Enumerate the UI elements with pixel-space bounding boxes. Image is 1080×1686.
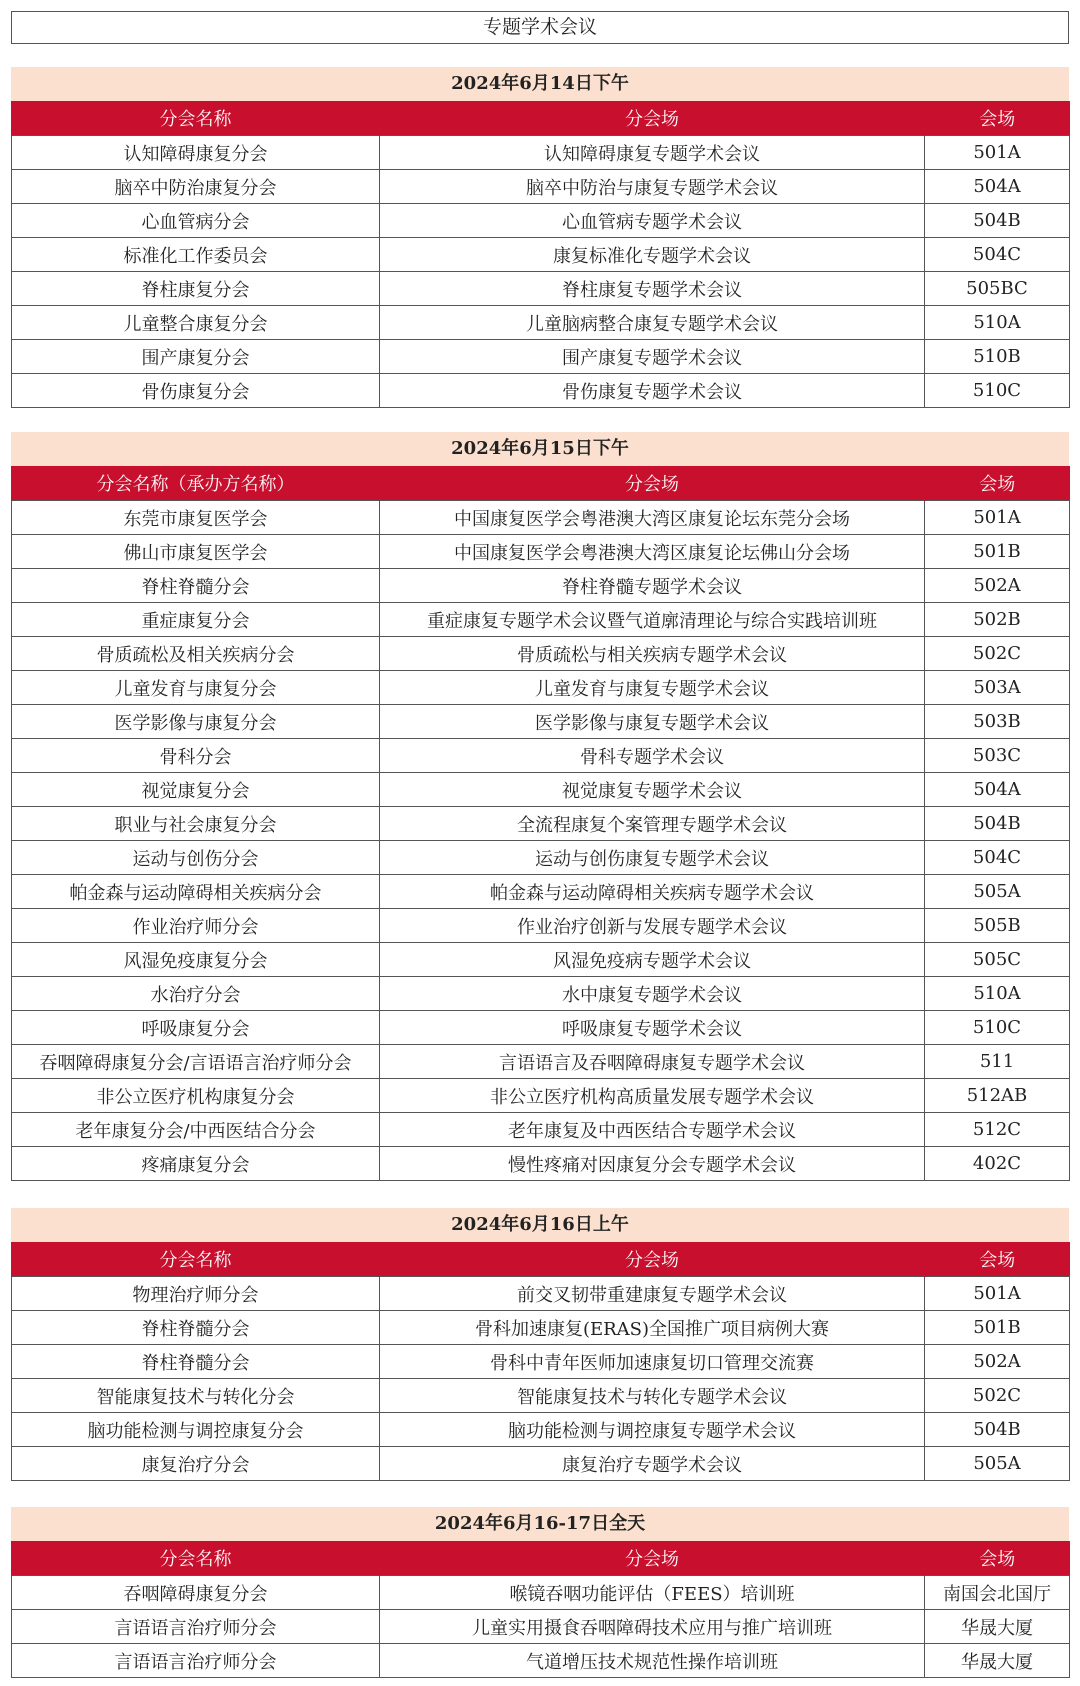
sub-venue-cell: 脊柱康复专题学术会议 [380,272,925,306]
branch-name-cell: 认知障碍康复分会 [12,136,380,170]
table-row [12,1147,1070,1181]
table-row [12,1379,1070,1413]
room-cell: 502C [925,637,1070,671]
header-room: 会场 [925,1541,1070,1576]
sub-venue-cell: 围产康复专题学术会议 [380,340,925,374]
table-row [12,1045,1070,1079]
room-cell: 510A [925,977,1070,1011]
room-cell: 505A [925,1447,1070,1481]
table-row [12,569,1070,603]
branch-name-cell: 脑卒中防治康复分会 [12,170,380,204]
table-row [12,136,1070,170]
room-cell: 505B [925,909,1070,943]
table-row [12,272,1070,306]
branch-name-cell: 骨质疏松及相关疾病分会 [12,637,380,671]
sub-venue-cell: 重症康复专题学术会议暨气道廓清理论与综合实践培训班 [380,603,925,637]
room-cell: 512C [925,1113,1070,1147]
room-cell: 511 [925,1045,1070,1079]
room-cell: 504C [925,841,1070,875]
sub-venue-cell: 儿童脑病整合康复专题学术会议 [380,306,925,340]
room-cell: 510C [925,1011,1070,1045]
session-section [11,432,1069,1181]
table-row [12,1311,1070,1345]
sub-venue-cell: 智能康复技术与转化专题学术会议 [380,1379,925,1413]
room-cell: 512AB [925,1079,1070,1113]
sub-venue-cell: 认知障碍康复专题学术会议 [380,136,925,170]
table-row [12,671,1070,705]
sub-venue-cell: 康复标准化专题学术会议 [380,238,925,272]
table-row [12,909,1070,943]
room-cell: 504A [925,170,1070,204]
table-row [12,1345,1070,1379]
session-date-bar: 2024年6月15日下午 [11,432,1069,466]
sub-venue-cell: 风湿免疫病专题学术会议 [380,943,925,977]
table-row [12,238,1070,272]
branch-name-cell: 呼吸康复分会 [12,1011,380,1045]
table-row [12,1079,1070,1113]
header-sub-venue: 分会场 [380,466,925,501]
branch-name-cell: 儿童发育与康复分会 [12,671,380,705]
sub-venue-cell: 医学影像与康复专题学术会议 [380,705,925,739]
table-row [12,739,1070,773]
room-cell: 华晟大厦 [925,1610,1070,1644]
sub-venue-cell: 康复治疗专题学术会议 [380,1447,925,1481]
branch-name-cell: 帕金森与运动障碍相关疾病分会 [12,875,380,909]
room-cell: 501B [925,535,1070,569]
room-cell: 501A [925,1277,1070,1311]
branch-name-cell: 吞咽障碍康复分会/言语语言治疗师分会 [12,1045,380,1079]
sub-venue-cell: 骨科加速康复(ERAS)全国推广项目病例大赛 [380,1311,925,1345]
sub-venue-cell: 慢性疼痛对因康复分会专题学术会议 [380,1147,925,1181]
table-row [12,1113,1070,1147]
room-cell: 华晟大厦 [925,1644,1070,1678]
sub-venue-cell: 作业治疗创新与发展专题学术会议 [380,909,925,943]
sub-venue-cell: 喉镜吞咽功能评估（FEES）培训班 [380,1576,925,1610]
header-room: 会场 [925,1242,1070,1277]
table-header-row [12,466,1070,501]
table-row [12,535,1070,569]
table-row [12,977,1070,1011]
branch-name-cell: 康复治疗分会 [12,1447,380,1481]
room-cell: 504A [925,773,1070,807]
room-cell: 501A [925,501,1070,535]
branch-name-cell: 标准化工作委员会 [12,238,380,272]
session-table [11,1541,1070,1678]
session-table [11,466,1070,1181]
sub-venue-cell: 呼吸康复专题学术会议 [380,1011,925,1045]
header-branch-name: 分会名称 [12,1541,380,1576]
session-section [11,67,1069,408]
room-cell: 505A [925,875,1070,909]
table-row [12,204,1070,238]
branch-name-cell: 围产康复分会 [12,340,380,374]
branch-name-cell: 骨伤康复分会 [12,374,380,408]
sub-venue-cell: 全流程康复个案管理专题学术会议 [380,807,925,841]
table-header-row [12,1541,1070,1576]
sub-venue-cell: 脑功能检测与调控康复专题学术会议 [380,1413,925,1447]
sub-venue-cell: 中国康复医学会粤港澳大湾区康复论坛东莞分会场 [380,501,925,535]
branch-name-cell: 智能康复技术与转化分会 [12,1379,380,1413]
sub-venue-cell: 运动与创伤康复专题学术会议 [380,841,925,875]
room-cell: 504B [925,1413,1070,1447]
table-row [12,841,1070,875]
sub-venue-cell: 脑卒中防治与康复专题学术会议 [380,170,925,204]
branch-name-cell: 疼痛康复分会 [12,1147,380,1181]
sub-venue-cell: 骨伤康复专题学术会议 [380,374,925,408]
room-cell: 502B [925,603,1070,637]
branch-name-cell: 儿童整合康复分会 [12,306,380,340]
branch-name-cell: 佛山市康复医学会 [12,535,380,569]
table-header-row [12,1242,1070,1277]
table-row [12,1277,1070,1311]
sub-venue-cell: 视觉康复专题学术会议 [380,773,925,807]
sub-venue-cell: 非公立医疗机构高质量发展专题学术会议 [380,1079,925,1113]
sub-venue-cell: 气道增压技术规范性操作培训班 [380,1644,925,1678]
table-row [12,637,1070,671]
room-cell: 502C [925,1379,1070,1413]
table-row [12,773,1070,807]
header-sub-venue: 分会场 [380,101,925,136]
session-table [11,101,1070,408]
branch-name-cell: 东莞市康复医学会 [12,501,380,535]
branch-name-cell: 作业治疗师分会 [12,909,380,943]
sub-venue-cell: 脊柱脊髓专题学术会议 [380,569,925,603]
branch-name-cell: 物理治疗师分会 [12,1277,380,1311]
table-row [12,340,1070,374]
table-row [12,1610,1070,1644]
branch-name-cell: 职业与社会康复分会 [12,807,380,841]
branch-name-cell: 非公立医疗机构康复分会 [12,1079,380,1113]
page-title: 专题学术会议 [11,11,1069,44]
header-sub-venue: 分会场 [380,1541,925,1576]
room-cell: 南国会北国厅 [925,1576,1070,1610]
room-cell: 503B [925,705,1070,739]
branch-name-cell: 脊柱脊髓分会 [12,569,380,603]
branch-name-cell: 医学影像与康复分会 [12,705,380,739]
sub-venue-cell: 骨质疏松与相关疾病专题学术会议 [380,637,925,671]
room-cell: 510C [925,374,1070,408]
table-row [12,1011,1070,1045]
branch-name-cell: 骨科分会 [12,739,380,773]
table-row [12,603,1070,637]
table-row [12,306,1070,340]
room-cell: 504C [925,238,1070,272]
table-row [12,807,1070,841]
sub-venue-cell: 言语语言及吞咽障碍康复专题学术会议 [380,1045,925,1079]
branch-name-cell: 言语语言治疗师分会 [12,1610,380,1644]
header-branch-name: 分会名称（承办方名称） [12,466,380,501]
session-section [11,1208,1069,1481]
room-cell: 510B [925,340,1070,374]
table-row [12,1447,1070,1481]
table-row [12,501,1070,535]
room-cell: 504B [925,807,1070,841]
branch-name-cell: 吞咽障碍康复分会 [12,1576,380,1610]
branch-name-cell: 脊柱康复分会 [12,272,380,306]
branch-name-cell: 老年康复分会/中西医结合分会 [12,1113,380,1147]
table-header-row [12,101,1070,136]
sub-venue-cell: 心血管病专题学术会议 [380,204,925,238]
room-cell: 503A [925,671,1070,705]
branch-name-cell: 风湿免疫康复分会 [12,943,380,977]
header-room: 会场 [925,101,1070,136]
room-cell: 402C [925,1147,1070,1181]
session-table [11,1242,1070,1481]
sub-venue-cell: 帕金森与运动障碍相关疾病专题学术会议 [380,875,925,909]
branch-name-cell: 运动与创伤分会 [12,841,380,875]
room-cell: 510A [925,306,1070,340]
table-row [12,705,1070,739]
table-row [12,374,1070,408]
room-cell: 501A [925,136,1070,170]
header-room: 会场 [925,466,1070,501]
sub-venue-cell: 骨科专题学术会议 [380,739,925,773]
room-cell: 502A [925,1345,1070,1379]
branch-name-cell: 重症康复分会 [12,603,380,637]
session-date-bar: 2024年6月16日上午 [11,1208,1069,1242]
room-cell: 504B [925,204,1070,238]
table-row [12,1413,1070,1447]
session-date-bar: 2024年6月14日下午 [11,67,1069,101]
table-row [12,170,1070,204]
branch-name-cell: 脑功能检测与调控康复分会 [12,1413,380,1447]
branch-name-cell: 脊柱脊髓分会 [12,1345,380,1379]
sub-venue-cell: 儿童实用摄食吞咽障碍技术应用与推广培训班 [380,1610,925,1644]
session-section [11,1507,1069,1678]
header-branch-name: 分会名称 [12,101,380,136]
sub-venue-cell: 骨科中青年医师加速康复切口管理交流赛 [380,1345,925,1379]
table-row [12,1644,1070,1678]
room-cell: 505BC [925,272,1070,306]
branch-name-cell: 言语语言治疗师分会 [12,1644,380,1678]
table-row [12,875,1070,909]
sub-venue-cell: 前交叉韧带重建康复专题学术会议 [380,1277,925,1311]
session-date-bar: 2024年6月16-17日全天 [11,1507,1069,1541]
header-branch-name: 分会名称 [12,1242,380,1277]
header-sub-venue: 分会场 [380,1242,925,1277]
branch-name-cell: 水治疗分会 [12,977,380,1011]
room-cell: 501B [925,1311,1070,1345]
branch-name-cell: 视觉康复分会 [12,773,380,807]
branch-name-cell: 脊柱脊髓分会 [12,1311,380,1345]
branch-name-cell: 心血管病分会 [12,204,380,238]
room-cell: 502A [925,569,1070,603]
sub-venue-cell: 水中康复专题学术会议 [380,977,925,1011]
table-row [12,1576,1070,1610]
room-cell: 505C [925,943,1070,977]
room-cell: 503C [925,739,1070,773]
sub-venue-cell: 中国康复医学会粤港澳大湾区康复论坛佛山分会场 [380,535,925,569]
table-row [12,943,1070,977]
sub-venue-cell: 老年康复及中西医结合专题学术会议 [380,1113,925,1147]
sub-venue-cell: 儿童发育与康复专题学术会议 [380,671,925,705]
